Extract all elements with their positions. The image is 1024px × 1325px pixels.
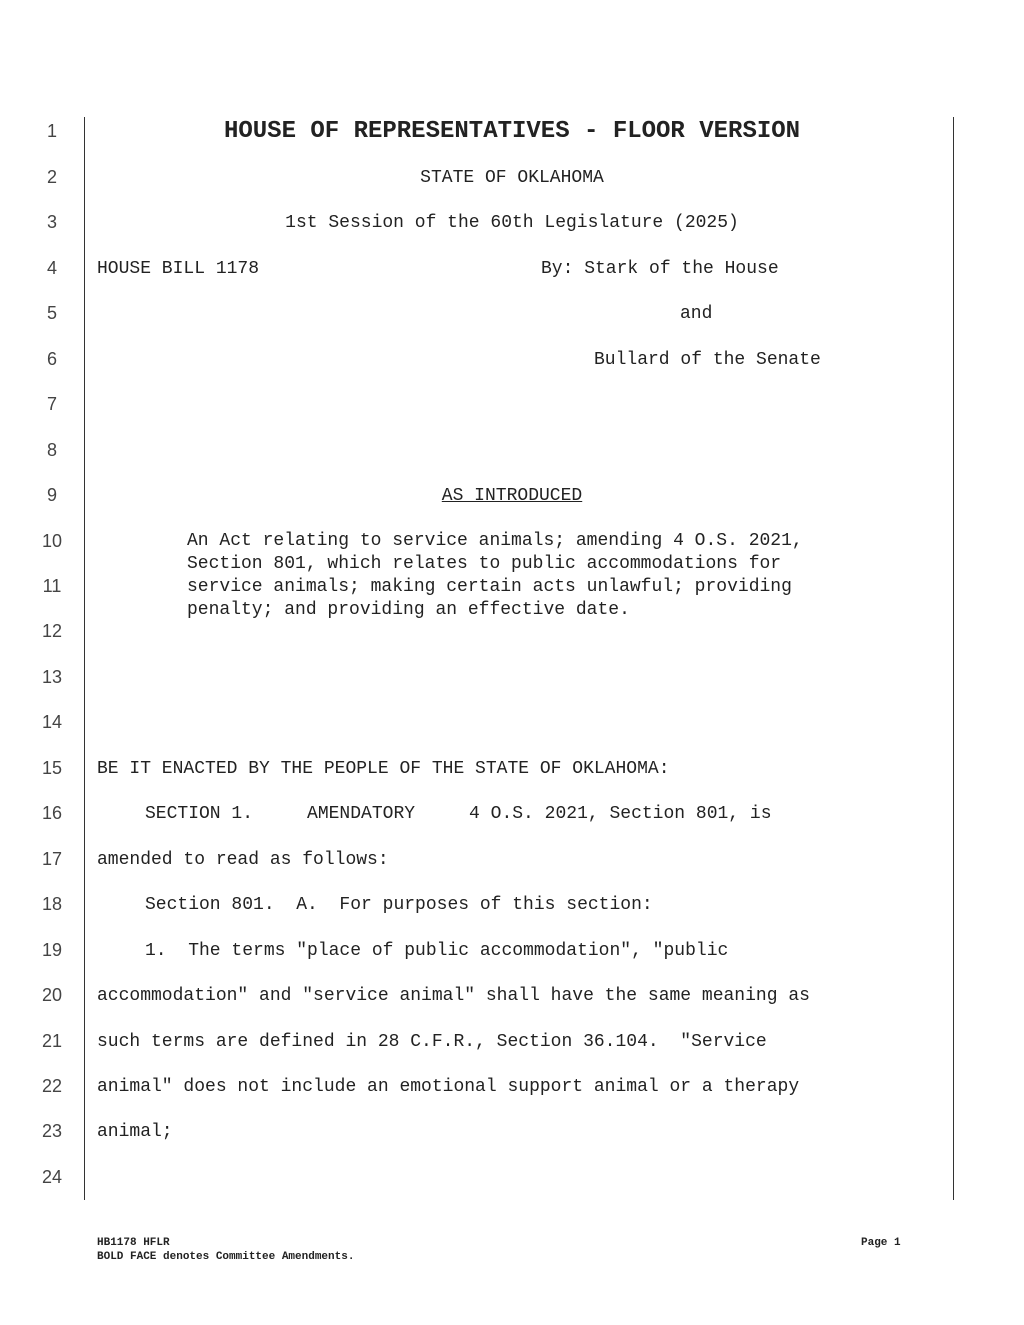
line-number: 17 [41, 849, 63, 869]
body-line: Section 801. A. For purposes of this section: [145, 895, 653, 915]
line-number: 20 [41, 985, 63, 1005]
line-number: 5 [46, 303, 57, 323]
line-number: 24 [41, 1167, 63, 1187]
line-number: 10 [41, 531, 63, 551]
line-number: 22 [41, 1076, 63, 1096]
line-number: 23 [41, 1121, 63, 1141]
line-number: 14 [41, 712, 63, 732]
line-number: 21 [41, 1031, 63, 1051]
body-line: such terms are defined in 28 C.F.R., Section 36.104. "Service [97, 1032, 767, 1052]
body-line: accommodation" and "service animal" shall have the same meaning as [97, 986, 810, 1006]
right-margin-rule [953, 117, 954, 1200]
footer-note: BOLD FACE denotes Committee Amendments. [97, 1251, 355, 1263]
line-number: 8 [46, 440, 57, 460]
body-line: animal; [97, 1122, 173, 1142]
line-number: 19 [41, 940, 63, 960]
line-number: 11 [42, 576, 62, 596]
document-title: HOUSE OF REPRESENTATIVES - FLOOR VERSION [223, 118, 801, 145]
bill-abstract: An Act relating to service animals; amending 4 O.S. 2021, Section 801, which relates to public accommodations for service animals; making certain acts unlawful; providing penalty; and providing an effective date. [187, 531, 803, 620]
enacting-clause: BE IT ENACTED BY THE PEOPLE OF THE STATE OF OKLAHOMA: [97, 759, 670, 779]
line-number: 9 [46, 485, 57, 505]
line-number: 2 [46, 167, 57, 187]
page-number: Page 1 [861, 1237, 901, 1249]
left-margin-rule [84, 117, 85, 1200]
body-line: animal" does not include an emotional support animal or a therapy [97, 1077, 800, 1097]
body-line: 1. The terms "place of public accommodation", "public [145, 941, 729, 961]
section-heading: SECTION 1. AMENDATORY 4 O.S. 2021, Section 801, is [145, 804, 772, 824]
line-number: 1 [46, 121, 57, 141]
session-info: 1st Session of the 60th Legislature (2025) [285, 213, 739, 233]
line-number: 4 [46, 258, 57, 278]
line-number: 3 [46, 212, 57, 232]
house-author: By: Stark of the House [541, 259, 779, 279]
bill-status: AS INTRODUCED [441, 486, 583, 506]
line-number: 12 [41, 621, 63, 641]
bill-number: HOUSE BILL 1178 [97, 259, 260, 279]
line-number: 16 [41, 803, 63, 823]
state-name: STATE OF OKLAHOMA [420, 168, 604, 188]
footer-bill-code: HB1178 HFLR [97, 1237, 170, 1249]
line-number: 18 [41, 894, 63, 914]
line-number: 13 [41, 667, 63, 687]
senate-author: Bullard of the Senate [594, 350, 821, 370]
line-number: 7 [46, 394, 57, 414]
and-conjunction: and [680, 304, 713, 324]
line-number: 15 [41, 758, 63, 778]
line-number: 6 [46, 349, 57, 369]
body-line: amended to read as follows: [97, 850, 389, 870]
